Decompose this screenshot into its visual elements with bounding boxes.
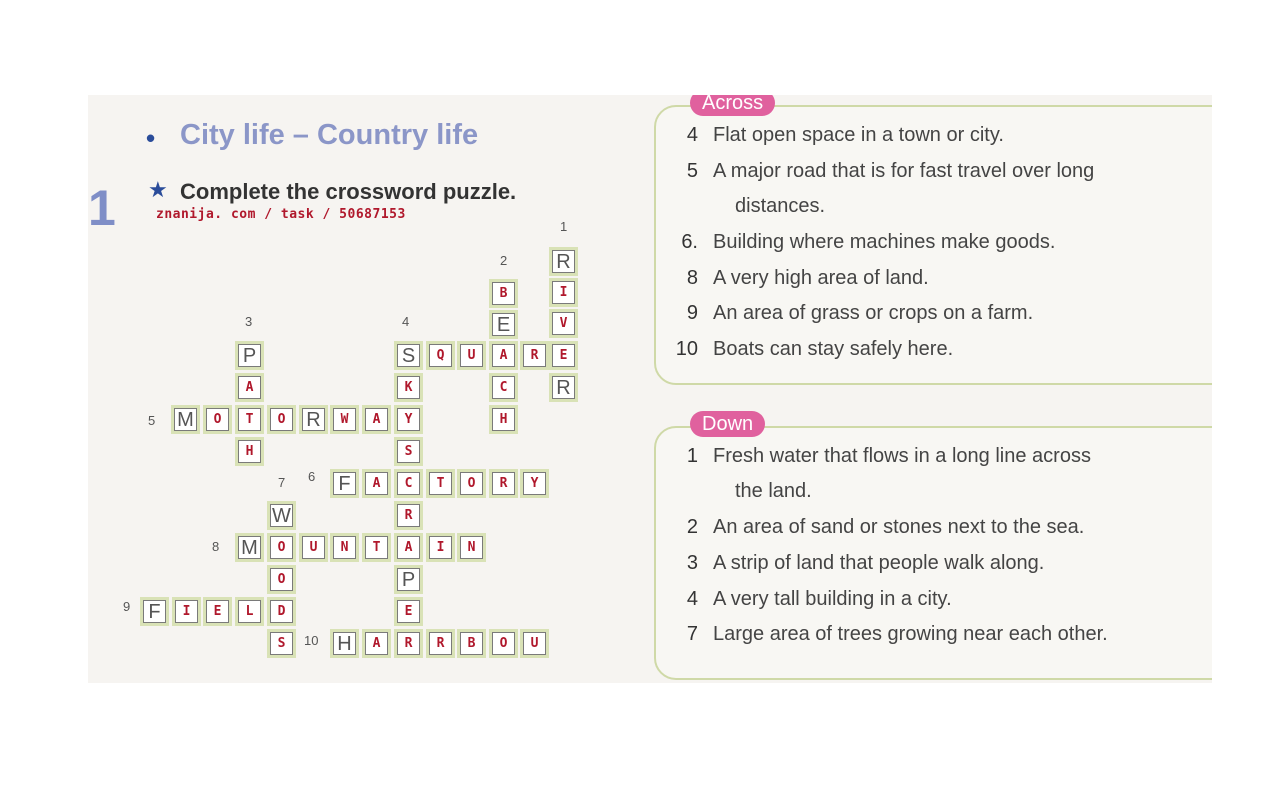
crossword-cell[interactable]	[460, 472, 483, 495]
crossword-cell[interactable]	[429, 536, 452, 559]
crossword-cell[interactable]	[238, 376, 261, 399]
crossword-cell[interactable]	[143, 600, 166, 623]
crossword-cell[interactable]	[492, 632, 515, 655]
clue-number: 3	[245, 314, 253, 329]
crossword-cell[interactable]	[333, 536, 356, 559]
crossword-cell[interactable]	[460, 536, 483, 559]
across-clue: 10 Boats can stay safely here.	[675, 338, 954, 360]
cell-letter: W	[272, 504, 291, 527]
cell-letter: U	[309, 540, 318, 555]
watermark: znanija. com / task / 50687153	[156, 207, 406, 222]
crossword-cell[interactable]	[492, 344, 515, 367]
cell-letter: I	[559, 285, 568, 300]
crossword-cell[interactable]	[302, 536, 325, 559]
crossword-cell[interactable]	[270, 568, 293, 591]
cell-letter: M	[241, 536, 258, 559]
cell-letter: N	[467, 540, 476, 555]
crossword-cell[interactable]	[333, 408, 356, 431]
cell-letter: E	[496, 313, 511, 336]
cell-letter: O	[277, 572, 286, 587]
crossword-cell[interactable]	[523, 344, 546, 367]
cell-letter: C	[499, 380, 508, 395]
cell-letter: R	[530, 348, 539, 363]
crossword-cell[interactable]	[206, 408, 229, 431]
cell-letter: I	[182, 604, 191, 619]
cell-letter: E	[404, 604, 413, 619]
clue-number: 4	[402, 314, 410, 329]
crossword-cell[interactable]	[552, 250, 575, 273]
cell-letter: O	[277, 540, 286, 555]
crossword-cell[interactable]	[365, 536, 388, 559]
cell-letter: W	[340, 412, 349, 427]
crossword-cell[interactable]	[270, 504, 293, 527]
cell-letter: U	[530, 636, 539, 651]
across-clue-cont: distances.	[735, 195, 826, 217]
cell-letter: Y	[404, 412, 413, 427]
cell-letter: D	[277, 604, 286, 619]
crossword-cell[interactable]	[552, 281, 575, 304]
cell-letter: H	[337, 632, 352, 655]
cell-letter: S	[277, 636, 286, 651]
cell-letter: O	[213, 412, 222, 427]
crossword-cell[interactable]	[397, 472, 420, 495]
crossword-cell[interactable]	[397, 344, 420, 367]
crossword-cell[interactable]	[523, 472, 546, 495]
crossword-cell[interactable]	[174, 408, 197, 431]
across-clue: 6. Building where machines make goods.	[681, 231, 1056, 253]
cell-letter: O	[467, 476, 476, 491]
cell-letter: R	[556, 376, 571, 399]
crossword-cell[interactable]	[270, 536, 293, 559]
section-title: City life – Country life	[180, 119, 479, 151]
cell-letter: F	[338, 472, 351, 495]
cell-letter: K	[404, 380, 413, 395]
crossword-cell[interactable]	[429, 632, 452, 655]
clue-number: 6	[308, 469, 316, 484]
crossword-cell[interactable]	[397, 376, 420, 399]
textbook-page	[88, 95, 1212, 683]
cell-letter: Q	[436, 348, 445, 363]
crossword-cell[interactable]	[492, 313, 515, 336]
down-clue: 4 A very tall building in a city.	[686, 588, 952, 610]
clue-number: 7	[278, 475, 286, 490]
crossword-cell[interactable]	[492, 408, 515, 431]
crossword-cell[interactable]	[460, 344, 483, 367]
down-clue: 1 Fresh water that flows in a long line across	[686, 445, 1091, 467]
down-clue-cont: the land.	[735, 480, 812, 502]
cell-letter: R	[436, 636, 445, 651]
down-clue: 7 Large area of trees growing near each other.	[686, 623, 1108, 645]
crossword-cell[interactable]	[492, 376, 515, 399]
cell-letter: T	[372, 540, 381, 555]
crossword-cell[interactable]	[397, 568, 420, 591]
cell-letter: A	[372, 476, 381, 491]
crossword-cell[interactable]	[397, 440, 420, 463]
cell-letter: E	[559, 348, 568, 363]
cell-letter: B	[499, 286, 508, 301]
instruction: Complete the crossword puzzle.	[180, 179, 517, 204]
cell-letter: R	[404, 636, 413, 651]
cell-letter: H	[245, 444, 254, 459]
crossword-cell[interactable]	[365, 472, 388, 495]
crossword-cell[interactable]	[365, 408, 388, 431]
clue-number: 1	[560, 219, 568, 234]
crossword-cell[interactable]	[238, 344, 261, 367]
crossword-cell[interactable]	[397, 632, 420, 655]
cell-letter: A	[372, 412, 381, 427]
clue-number: 9	[123, 599, 131, 614]
cell-letter: Y	[530, 476, 539, 491]
cell-letter: R	[404, 508, 413, 523]
cell-letter: O	[499, 636, 508, 651]
clue-number: 5	[148, 413, 156, 428]
bullet: •	[146, 123, 156, 153]
cell-letter: M	[177, 408, 194, 431]
crossword-cell[interactable]	[175, 600, 198, 623]
crossword-cell[interactable]	[429, 472, 452, 495]
crossword-cell[interactable]	[492, 472, 515, 495]
cell-letter: N	[340, 540, 349, 555]
crossword-cell[interactable]	[397, 536, 420, 559]
cell-letter: O	[277, 412, 286, 427]
cell-letter: R	[499, 476, 508, 491]
cell-letter: B	[467, 636, 476, 651]
star-icon: ★	[148, 177, 168, 202]
cell-letter: C	[404, 476, 413, 491]
cell-letter: S	[401, 344, 416, 367]
clue-number: 10	[304, 633, 319, 648]
crossword-grid	[88, 95, 688, 683]
cell-letter: L	[245, 604, 254, 619]
crossword-cell[interactable]	[397, 600, 420, 623]
cell-letter: A	[499, 348, 508, 363]
crossword-cell[interactable]	[552, 312, 575, 335]
crossword-cell[interactable]	[238, 536, 261, 559]
cell-letter: S	[404, 444, 413, 459]
across-clue: 5 A major road that is for fast travel over long	[686, 160, 1095, 182]
clue-number: 2	[500, 253, 508, 268]
crossword-cell[interactable]	[460, 632, 483, 655]
cell-letter: E	[213, 604, 222, 619]
down-label: Down	[690, 411, 765, 437]
cell-letter: R	[556, 250, 571, 273]
crossword-cell[interactable]	[397, 408, 420, 431]
across-clue: 8 A very high area of land.	[686, 267, 929, 289]
crossword-cell[interactable]	[397, 504, 420, 527]
across-label: Across	[690, 95, 775, 116]
cell-letter: T	[245, 412, 254, 427]
cell-letter: T	[436, 476, 445, 491]
crossword-cell[interactable]	[238, 600, 261, 623]
cell-letter: H	[499, 412, 508, 427]
cell-letter: P	[401, 568, 416, 591]
crossword-cell[interactable]	[238, 408, 261, 431]
cell-letter: A	[404, 540, 413, 555]
cell-letter: R	[306, 408, 321, 431]
exercise-number: 1	[88, 180, 116, 236]
crossword-cell[interactable]	[270, 632, 293, 655]
crossword-cell[interactable]	[333, 472, 356, 495]
cell-letter: P	[242, 344, 257, 367]
cell-letter: V	[559, 316, 568, 331]
crossword-cell[interactable]	[206, 600, 229, 623]
crossword-cell[interactable]	[270, 408, 293, 431]
crossword-cell[interactable]	[365, 632, 388, 655]
crossword-cell[interactable]	[492, 282, 515, 305]
across-clue: 9 An area of grass or crops on a farm.	[686, 302, 1034, 324]
crossword-cell[interactable]	[523, 632, 546, 655]
cell-letter: A	[372, 636, 381, 651]
cell-letter: I	[436, 540, 445, 555]
cell-letter: F	[148, 600, 161, 623]
cell-letter: A	[245, 380, 254, 395]
crossword-cell[interactable]	[302, 408, 325, 431]
crossword-cell[interactable]	[270, 600, 293, 623]
cell-letter: U	[467, 348, 476, 363]
clue-number: 8	[212, 539, 220, 554]
crossword-cell[interactable]	[552, 344, 575, 367]
across-clue: 4 Flat open space in a town or city.	[686, 124, 1004, 146]
down-clue: 3 A strip of land that people walk along.	[686, 552, 1045, 574]
down-clue: 2 An area of sand or stones next to the sea.	[686, 516, 1085, 538]
crossword-cell[interactable]	[429, 344, 452, 367]
crossword-cell[interactable]	[238, 440, 261, 463]
crossword-cell[interactable]	[552, 376, 575, 399]
crossword-cell[interactable]	[333, 632, 356, 655]
